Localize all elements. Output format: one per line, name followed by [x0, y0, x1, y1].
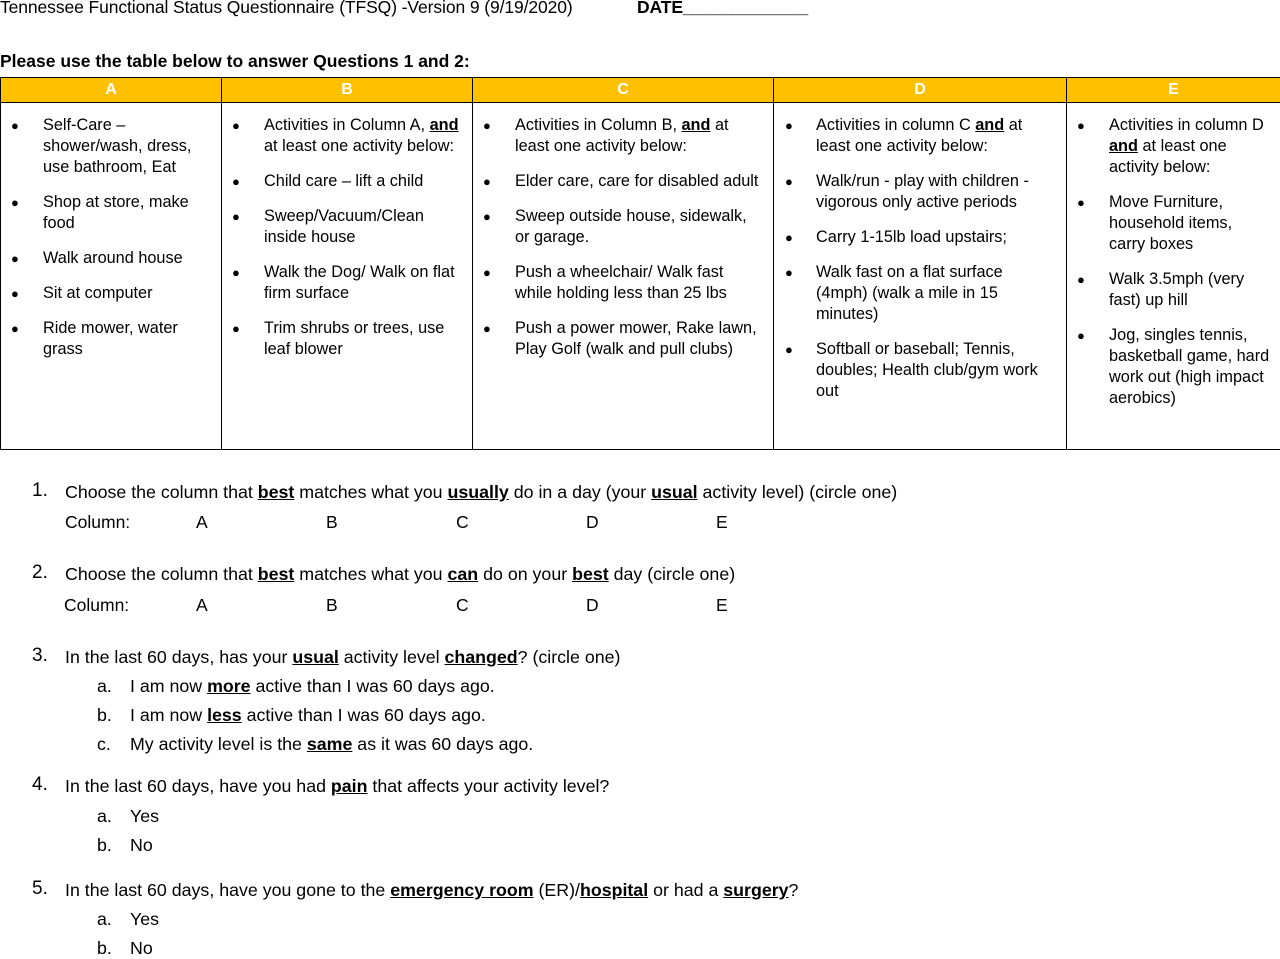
- table-instruction: Please use the table below to answer Questions 1 and 2:: [0, 51, 470, 72]
- date-field[interactable]: DATE_____________: [637, 0, 808, 18]
- bullet-icon: ●: [1077, 192, 1085, 213]
- column-header-b: B: [222, 78, 473, 103]
- choice-a[interactable]: A: [196, 595, 208, 616]
- choice-c[interactable]: C: [456, 595, 469, 616]
- list-item: ● Jog, singles tennis, basketball game, hard work out (high impact aerobics): [1067, 325, 1280, 409]
- question-text: In the last 60 days, have you gone to the emergency room (ER)/hospital or had a surgery?: [65, 880, 798, 901]
- bullet-icon: ●: [232, 115, 240, 136]
- bullet-icon: ●: [785, 227, 793, 248]
- bullet-icon: ●: [232, 318, 240, 339]
- bullet-icon: ●: [11, 283, 19, 304]
- option-letter: b.: [97, 835, 112, 856]
- bullet-icon: ●: [11, 192, 19, 213]
- list-item: ● Activities in Column A, and at least one activity below:: [222, 115, 472, 157]
- list-item: ● Walk around house: [1, 248, 221, 269]
- option-letter: a.: [97, 676, 112, 697]
- list-item: ● Walk the Dog/ Walk on flat firm surface: [222, 262, 472, 304]
- list-item: ● Child care – lift a child: [222, 171, 472, 192]
- question-number: 4.: [32, 774, 48, 796]
- option-text: My activity level is the same as it was 60 days ago.: [130, 734, 533, 755]
- column-header-c: C: [473, 78, 774, 103]
- list-item: ● Sit at computer: [1, 283, 221, 304]
- option-text: I am now less active than I was 60 days ago.: [130, 705, 486, 726]
- bullet-icon: ●: [1077, 269, 1085, 290]
- bullet-icon: ●: [785, 339, 793, 360]
- list-item: ● Walk/run - play with children - vigorous only active periods: [774, 171, 1066, 213]
- activity-table: [0, 77, 1280, 450]
- question-text: In the last 60 days, has your usual activity level changed? (circle one): [65, 647, 620, 668]
- list-item: ● Ride mower, water grass: [1, 318, 221, 360]
- list-item: ● Softball or baseball; Tennis, doubles; Health club/gym work out: [774, 339, 1066, 402]
- list-item: ● Walk 3.5mph (very fast) up hill: [1067, 269, 1280, 311]
- question-text: In the last 60 days, have you had pain that affects your activity level?: [65, 776, 609, 797]
- list-item: ● Activities in Column B, and at least one activity below:: [473, 115, 773, 157]
- option-letter: a.: [97, 909, 112, 930]
- choice-e[interactable]: E: [716, 595, 728, 616]
- question-number: 2.: [32, 562, 48, 584]
- list-item: ● Sweep/Vacuum/Clean inside house: [222, 206, 472, 248]
- list-item: ● Trim shrubs or trees, use leaf blower: [222, 318, 472, 360]
- column-e-cell: [1067, 103, 1280, 450]
- list-item: ● Carry 1-15lb load upstairs;: [774, 227, 1066, 248]
- bullet-icon: ●: [11, 115, 19, 136]
- option-text: Yes: [130, 909, 159, 930]
- bullet-icon: ●: [1077, 325, 1085, 346]
- option-letter: b.: [97, 938, 112, 959]
- bullet-icon: ●: [232, 262, 240, 283]
- bullet-icon: ●: [1077, 115, 1085, 136]
- title-text: Tennessee Functional Status Questionnaire (TFSQ) -Version 9 (9/19/2020): [0, 0, 573, 17]
- choice-d[interactable]: D: [586, 512, 599, 533]
- list-item: ● Push a wheelchair/ Walk fast while holding less than 25 lbs: [473, 262, 773, 304]
- option-text: Yes: [130, 806, 159, 827]
- question-text: Choose the column that best matches what you can do on your best day (circle one): [65, 564, 735, 585]
- question-number: 5.: [32, 878, 48, 900]
- choice-c[interactable]: C: [456, 512, 469, 533]
- choice-a[interactable]: A: [196, 512, 208, 533]
- choice-b[interactable]: B: [326, 595, 338, 616]
- question-text: Choose the column that best matches what you usually do in a day (your usual activity level) (circle one): [65, 482, 897, 503]
- list-item: ● Elder care, care for disabled adult: [473, 171, 773, 192]
- bullet-icon: ●: [11, 248, 19, 269]
- option-text: No: [130, 938, 153, 959]
- column-header-a: A: [1, 78, 222, 103]
- column-b-cell: [222, 103, 473, 450]
- list-item: ● Activities in column D and at least one activity below:: [1067, 115, 1280, 178]
- list-item: ● Shop at store, make food: [1, 192, 221, 234]
- list-item: ● Activities in column C and at least one activity below:: [774, 115, 1066, 157]
- bullet-icon: ●: [483, 318, 491, 339]
- choice-d[interactable]: D: [586, 595, 599, 616]
- list-item: ● Self-Care – shower/wash, dress, use bathroom, Eat: [1, 115, 221, 178]
- column-label: Column:: [65, 512, 130, 533]
- list-item: ● Walk fast on a flat surface (4mph) (walk a mile in 15 minutes): [774, 262, 1066, 325]
- option-letter: b.: [97, 705, 112, 726]
- column-c-cell: [473, 103, 774, 450]
- bullet-icon: ●: [785, 262, 793, 283]
- bullet-icon: ●: [232, 206, 240, 227]
- bullet-icon: ●: [483, 171, 491, 192]
- bullet-icon: ●: [11, 318, 19, 339]
- option-text: I am now more active than I was 60 days ago.: [130, 676, 495, 697]
- option-text: No: [130, 835, 153, 856]
- choice-b[interactable]: B: [326, 512, 338, 533]
- bullet-icon: ●: [232, 171, 240, 192]
- column-header-d: D: [774, 78, 1067, 103]
- bullet-icon: ●: [483, 262, 491, 283]
- column-d-cell: [774, 103, 1067, 450]
- bullet-icon: ●: [785, 171, 793, 192]
- bullet-icon: ●: [483, 115, 491, 136]
- bullet-icon: ●: [483, 206, 491, 227]
- question-number: 3.: [32, 645, 48, 667]
- column-label: Column:: [64, 595, 129, 616]
- choice-e[interactable]: E: [716, 512, 728, 533]
- column-header-e: E: [1067, 78, 1280, 103]
- document-title: [0, 0, 573, 18]
- list-item: ● Push a power mower, Rake lawn, Play Golf (walk and pull clubs): [473, 318, 773, 360]
- column-a-cell: [1, 103, 222, 450]
- option-letter: a.: [97, 806, 112, 827]
- option-letter: c.: [97, 734, 111, 755]
- bullet-icon: ●: [785, 115, 793, 136]
- list-item: ● Sweep outside house, sidewalk, or garage.: [473, 206, 773, 248]
- list-item: ● Move Furniture, household items, carry boxes: [1067, 192, 1280, 255]
- question-number: 1.: [32, 480, 48, 502]
